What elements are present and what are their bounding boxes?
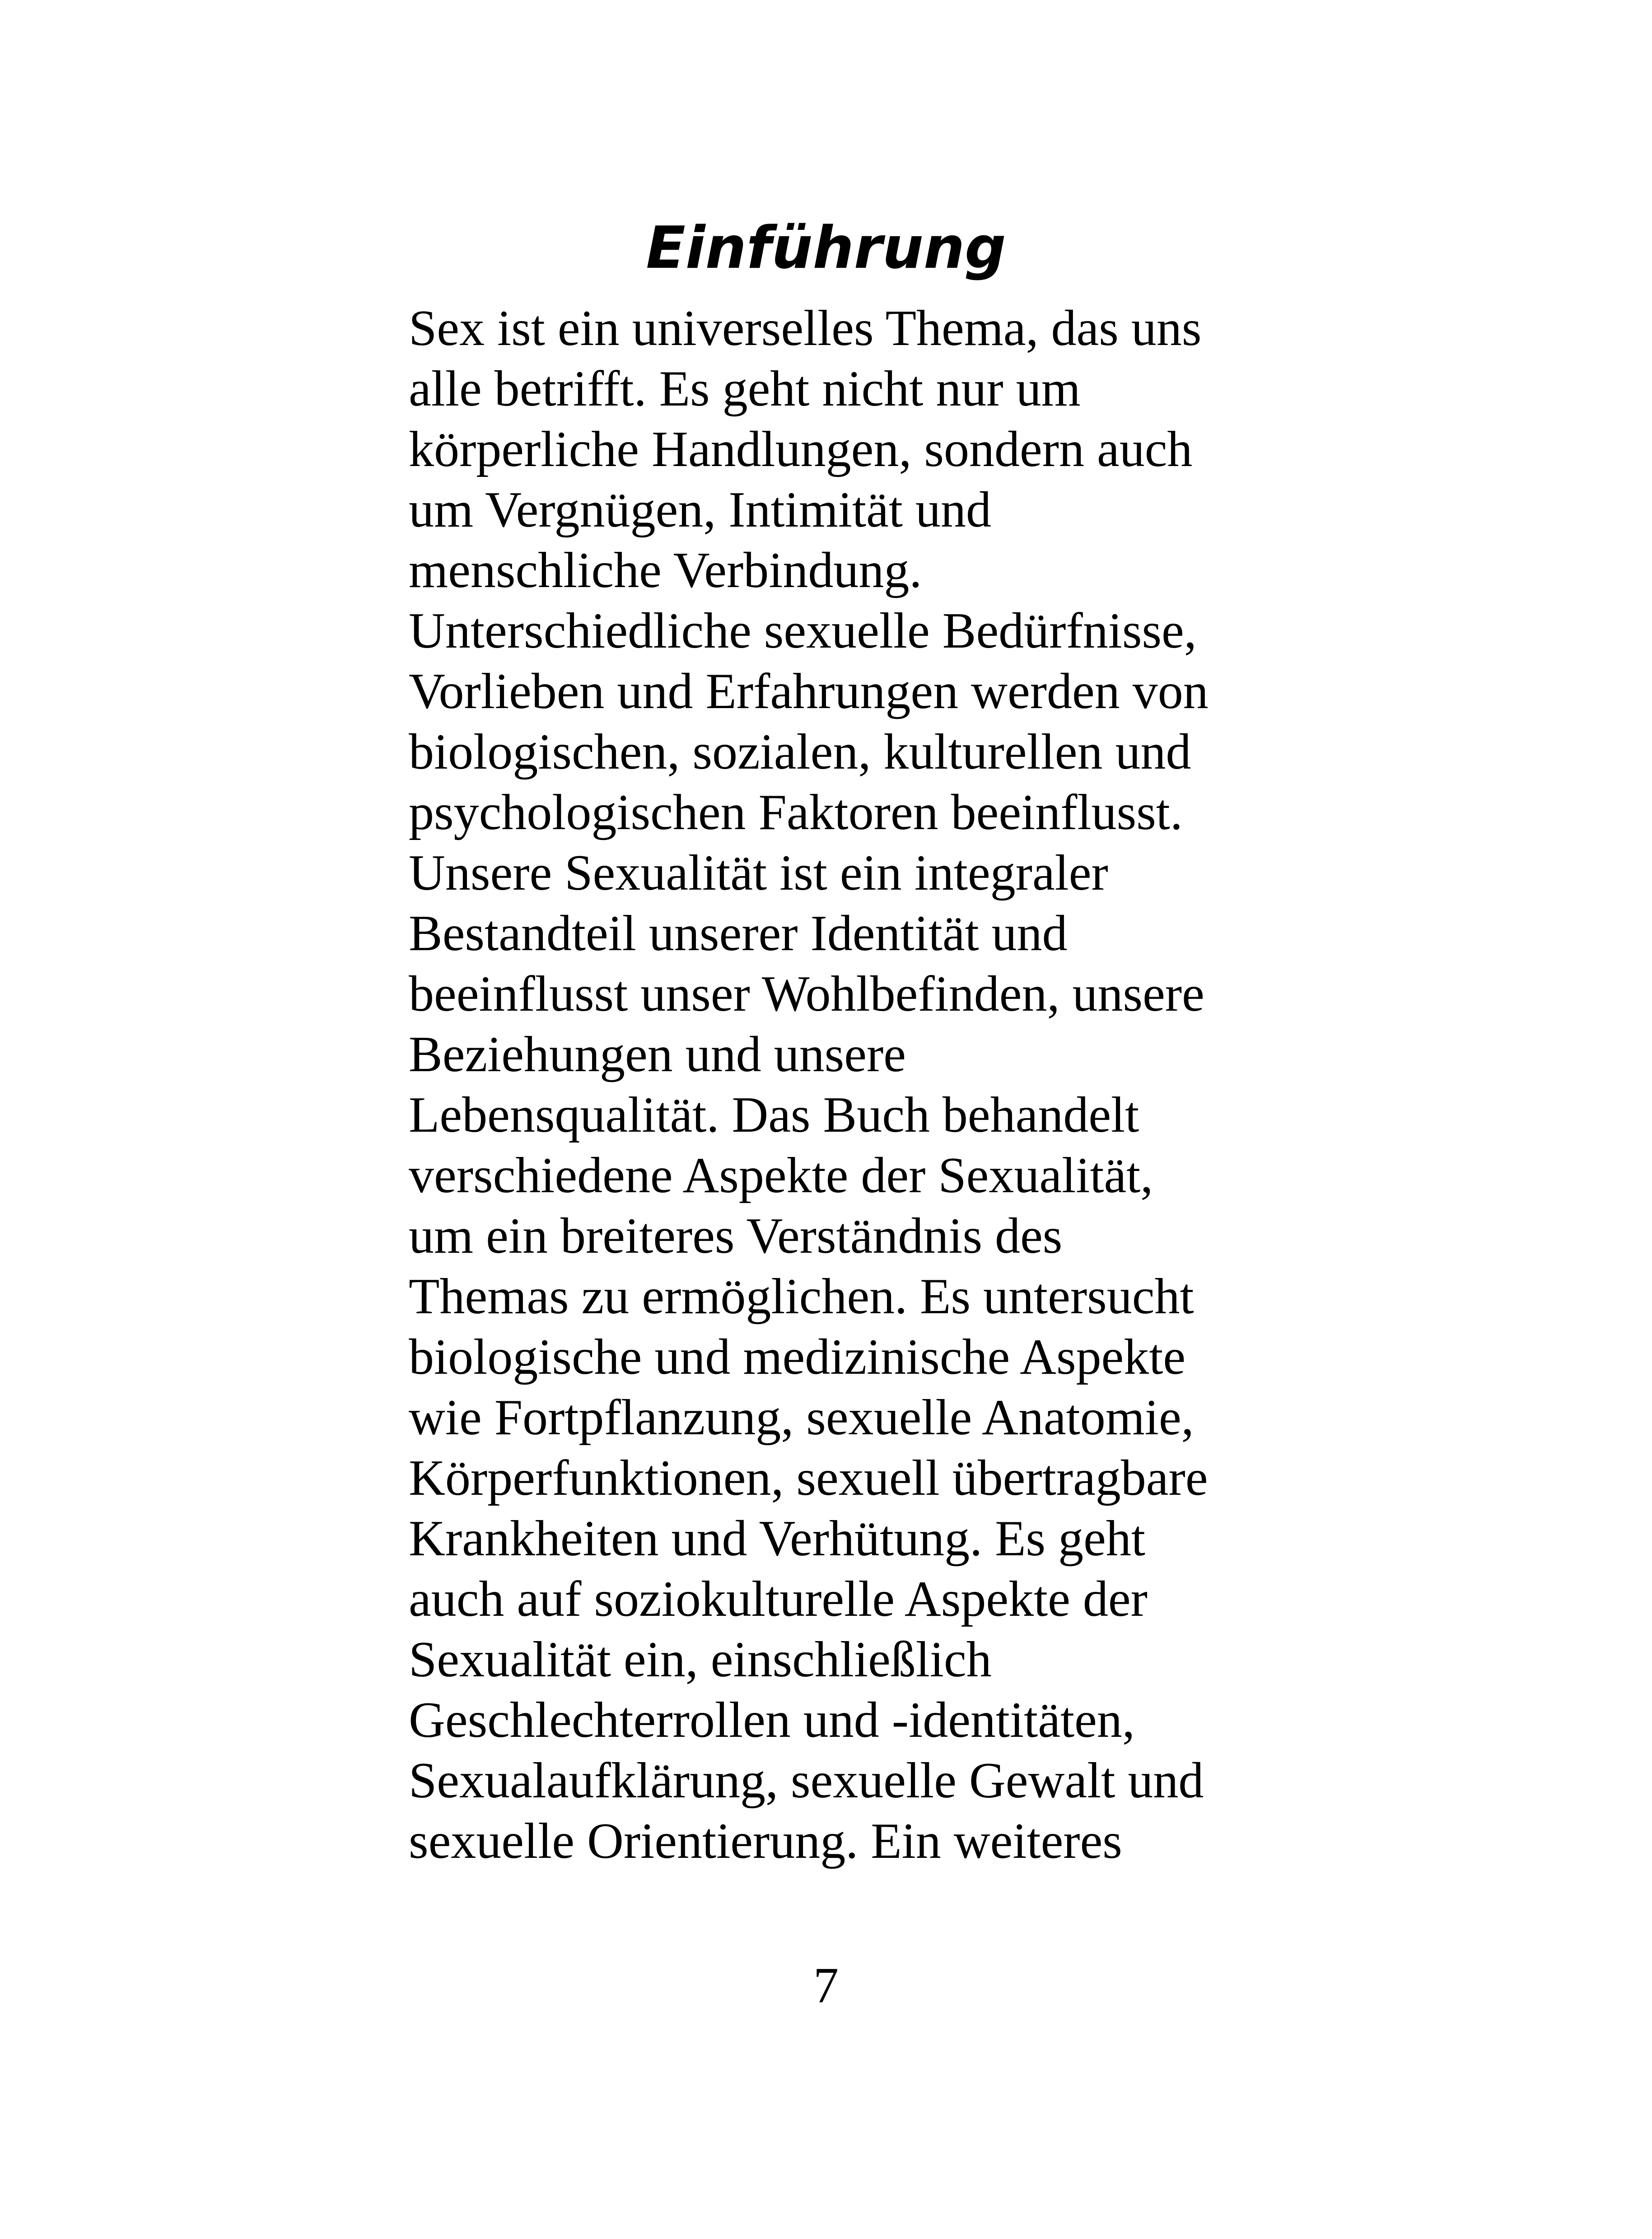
text-line: psychologischen Faktoren beeinflusst. bbox=[409, 784, 1183, 840]
text-line: Vorlieben und Erfahrungen werden von bbox=[409, 663, 1209, 719]
text-line: um ein breiteres Verständnis des bbox=[409, 1208, 1063, 1264]
text-line: Lebensqualität. Das Buch behandelt bbox=[409, 1087, 1139, 1143]
text-line: biologischen, sozialen, kulturellen und bbox=[409, 724, 1191, 780]
text-line: Sexualaufklärung, sexuelle Gewalt und bbox=[409, 1753, 1204, 1809]
text-line: verschiedene Aspekte der Sexualität, bbox=[409, 1147, 1153, 1203]
chapter-title: Einführung bbox=[646, 215, 1006, 282]
text-line: alle betrifft. Es geht nicht nur um bbox=[409, 361, 1081, 417]
text-line: menschliche Verbindung. bbox=[409, 542, 922, 598]
text-line: Sex ist ein universelles Thema, das uns bbox=[409, 300, 1202, 356]
text-line: Körperfunktionen, sexuell übertragbare bbox=[409, 1450, 1208, 1506]
body-paragraph bbox=[409, 298, 1330, 1871]
text-line: Krankheiten und Verhütung. Es geht bbox=[409, 1511, 1145, 1567]
text-line: Themas zu ermöglichen. Es untersucht bbox=[409, 1269, 1194, 1325]
text-line: körperliche Handlungen, sondern auch bbox=[409, 421, 1193, 477]
text-line: biologische und medizinische Aspekte bbox=[409, 1329, 1186, 1385]
text-line: beeinflusst unser Wohlbefinden, unsere bbox=[409, 966, 1204, 1022]
text-line: auch auf soziokulturelle Aspekte der bbox=[409, 1571, 1148, 1627]
text-line: Sexualität ein, einschließlich bbox=[409, 1632, 992, 1688]
text-line: Geschlechterrollen und -identitäten, bbox=[409, 1692, 1135, 1748]
page-number: 7 bbox=[813, 1958, 839, 2014]
text-line: sexuelle Orientierung. Ein weiteres bbox=[409, 1813, 1122, 1869]
text-line: um Vergnügen, Intimität und bbox=[409, 482, 991, 538]
text-line: Unsere Sexualität ist ein integraler bbox=[409, 845, 1108, 901]
text-line: Unterschiedliche sexuelle Bedürfnisse, bbox=[409, 603, 1197, 659]
text-line: wie Fortpflanzung, sexuelle Anatomie, bbox=[409, 1390, 1194, 1446]
text-line: Bestandteil unserer Identität und bbox=[409, 905, 1068, 961]
text-line: Beziehungen und unsere bbox=[409, 1026, 906, 1082]
